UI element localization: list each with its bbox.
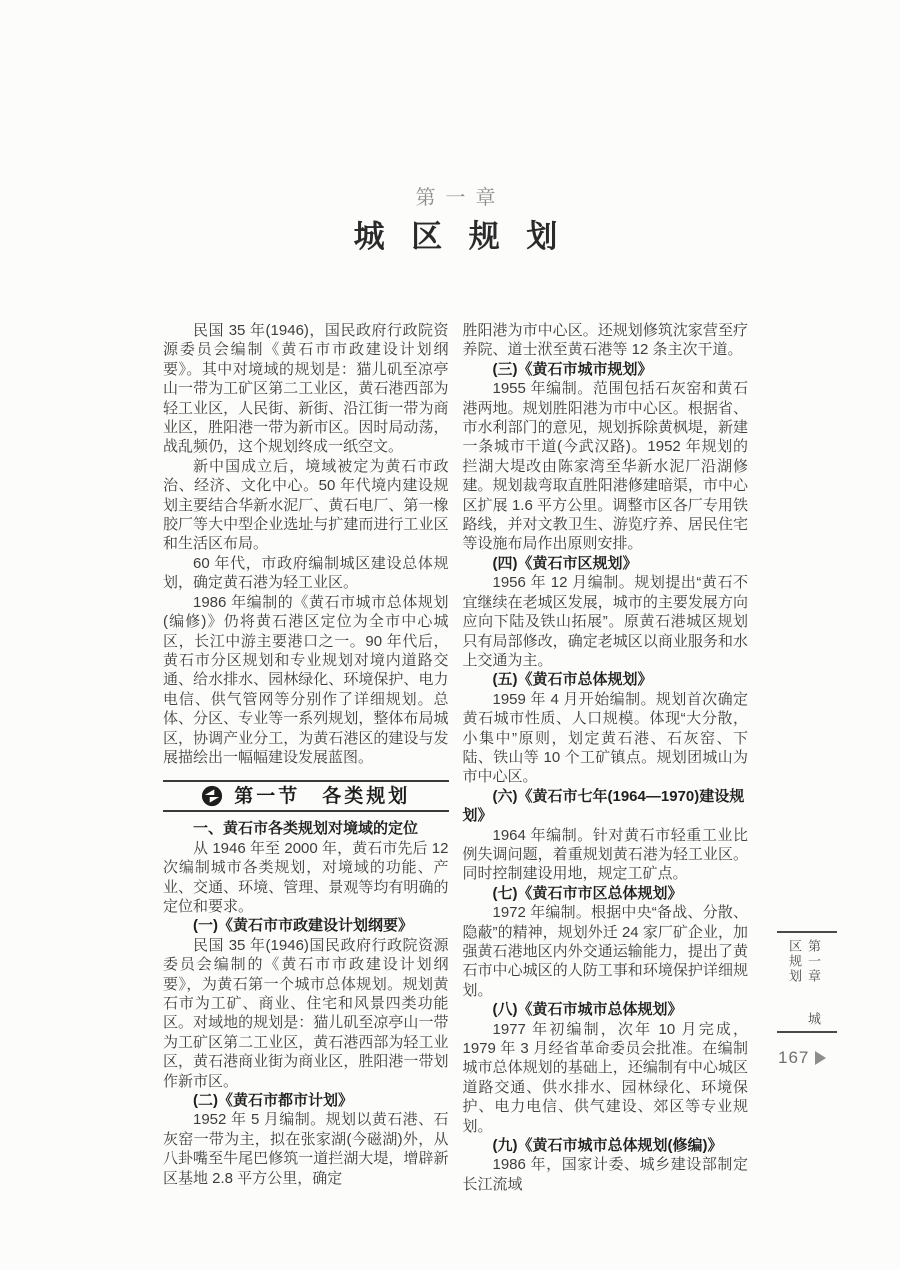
section-header: [163, 780, 449, 812]
paragraph: 民国 35 年(1946)国民政府行政院资源委员会编制的《黄石市市政建设计划纲要》，为黄石第一个城市总体规划。规划黄石市为工矿、商业、住宅和风景四类功能区。对域地的规划是：猫儿矶至凉亭山一带为工矿区第二工业区，黄石港西部为轻工业区，黄石港商业街为商业区，胜阳港一带划作新市区。: [163, 936, 449, 1090]
margin-chapter-tab: [777, 931, 837, 1033]
margin-tab-title: 城区规划: [787, 939, 821, 1027]
margin-tab-text: [785, 939, 823, 1031]
paragraph: 1972 年编制。根据中央“备战、分散、隐蔽”的精神，规划外迁 24 家厂矿企业，加强黄石港地区内外交通运输能力，提出了黄石市中心城区的人防工事和环境保护详细规划。: [462, 904, 748, 999]
paragraph: 新中国成立后，境域被定为黄石市政治、经济、文化中心。50 年代境内建设规划主要结合华新水泥厂、黄石电厂、第一橡胶厂等大中型企业选址与扩建而进行工业区和生活区布局。: [163, 457, 449, 553]
paragraph: 1959 年 4 月开始编制。规划首次确定黄石城市性质、人口规模。体现“大分散，小集中”原则，划定黄石港、石灰窑、下陆、铁山等 10 个工矿镇点。规划团城山为市中心区。: [462, 690, 748, 786]
two-column-text: [163, 321, 748, 1194]
paragraph: 60 年代，市政府编制城区建设总体规划，确定黄石港为轻工业区。: [163, 554, 449, 592]
paragraph: 1977 年初编制，次年 10 月完成，1979 年 3 月经省革命委员会批准。在编制城市总体规划的基础上，还编制有中心城区道路交通、供水排水、园林绿化、环境保护、电力电信、供气建设、郊区等专业规划。: [462, 1020, 748, 1135]
page-number: [778, 1048, 826, 1068]
section-title: 第一节 各类规划: [234, 785, 411, 807]
paragraph: 1955 年编制。范围包括石灰窑和黄石港两地。规划胜阳港为市中心区。根据省、市水利部门的意见，规划拆除黄枫堤，新建一条城市干道(今武汉路)。1952 年规划的拦湖大堤改由陈家湾至华新水泥厂沿湖修建。规划裁弯取直胜阳港修建暗渠，市中心区扩展 1.6 平方公里。调整市区各厂专用铁路线，并对文教卫生、游览疗养、居民住宅等设施布局作出原则安排。: [462, 380, 748, 553]
page-arrow-icon: [815, 1051, 826, 1065]
swap-arrows-icon: [201, 785, 223, 807]
subsection-heading: (三)《黄石市城市规划》: [492, 360, 653, 378]
subsection-heading: (五)《黄石市总体规划》: [492, 671, 653, 689]
subsection-heading: (九)《黄石市城市总体规划(修编)》: [492, 1137, 723, 1155]
subsection-heading: (一)《黄石市市政建设计划纲要》: [193, 917, 413, 935]
paragraph: 胜阳港为市中心区。还规划修筑沈家营至疗养院、道士洑至黄石港等 12 条主次干道。: [462, 322, 748, 359]
chapter-label: 第一章: [415, 187, 506, 209]
left-column: [163, 321, 449, 1194]
paragraph: 1986 年，国家计委、城乡建设部制定长江流域: [462, 1156, 748, 1193]
paragraph: 1952 年 5 月编制。规划以黄石港、石灰窑一带为主，拟在张家湖(今磁湖)外，从八卦嘴至牛尾巴修筑一道拦湖大堤，增辟新区基地 2.8 平方公里，确定: [163, 1111, 449, 1187]
subsection-heading: (二)《黄石市都市计划》: [193, 1092, 353, 1110]
paragraph: 民国 35 年(1946)，国民政府行政院资源委员会编制《黄石市市政建设计划纲要》。其中对境域的规划是：猫儿矶至凉亭山一带为工矿区第二工业区，黄石港西部为轻工业区，人民街、新街、沿江街一带为商业区，胜阳港一带为新市区。因时局动荡，战乱频仍，这个规划终成一纸空文。: [163, 322, 449, 456]
subsection-heading: (八)《黄石市城市总体规划》: [492, 1001, 683, 1019]
page-number-value: 167: [778, 1048, 810, 1067]
subsection-heading: (六)《黄石市七年(1964—1970)建设规划》: [462, 787, 745, 825]
paragraph: 1964 年编制。针对黄石市轻重工业比例失调问题，着重规划黄石港为轻工业区。同时控制建设用地，规定工矿点。: [462, 826, 748, 883]
paragraph: 1956 年 12 月编制。规划提出“黄石不宜继续在老城区发展，城市的主要发展方向应向下陆及铁山拓展”。原黄石港城区规划只有局部修改，确定老城区以商业服务和水上交通为主。: [462, 574, 748, 669]
subsection-heading: (七)《黄石市市区总体规划》: [492, 884, 683, 902]
paragraph: 从 1946 年至 2000 年，黄石市先后 12 次编制城市各类规划，对境域的功能、产业、交通、环境、管理、景观等均有明确的定位和要求。: [163, 839, 449, 915]
margin-tab-chapter: 第一章: [806, 939, 821, 984]
right-column: [463, 321, 749, 1194]
subsection-heading: (四)《黄石市区规划》: [492, 554, 638, 572]
chapter-title: 城 区 规 划: [353, 219, 567, 254]
paragraph: 1986 年编制的《黄石市城市总体规划(编修)》仍将黄石港区定位为全市中心城区，长江中游主要港口之一。90 年代后，黄石市分区规划和专业规划对境内道路交通、给水排水、园林绿化、环境保护、电力电信、供气管网等分别作了详细规划。总体、分区、专业等一系列规划，整体布局城区，协调产业分工，为黄石港区的建设与发展描绘出一幅幅建设发展蓝图。: [163, 593, 449, 766]
subsection-heading: 一、黄石市各类规划对境域的定位: [193, 820, 419, 838]
